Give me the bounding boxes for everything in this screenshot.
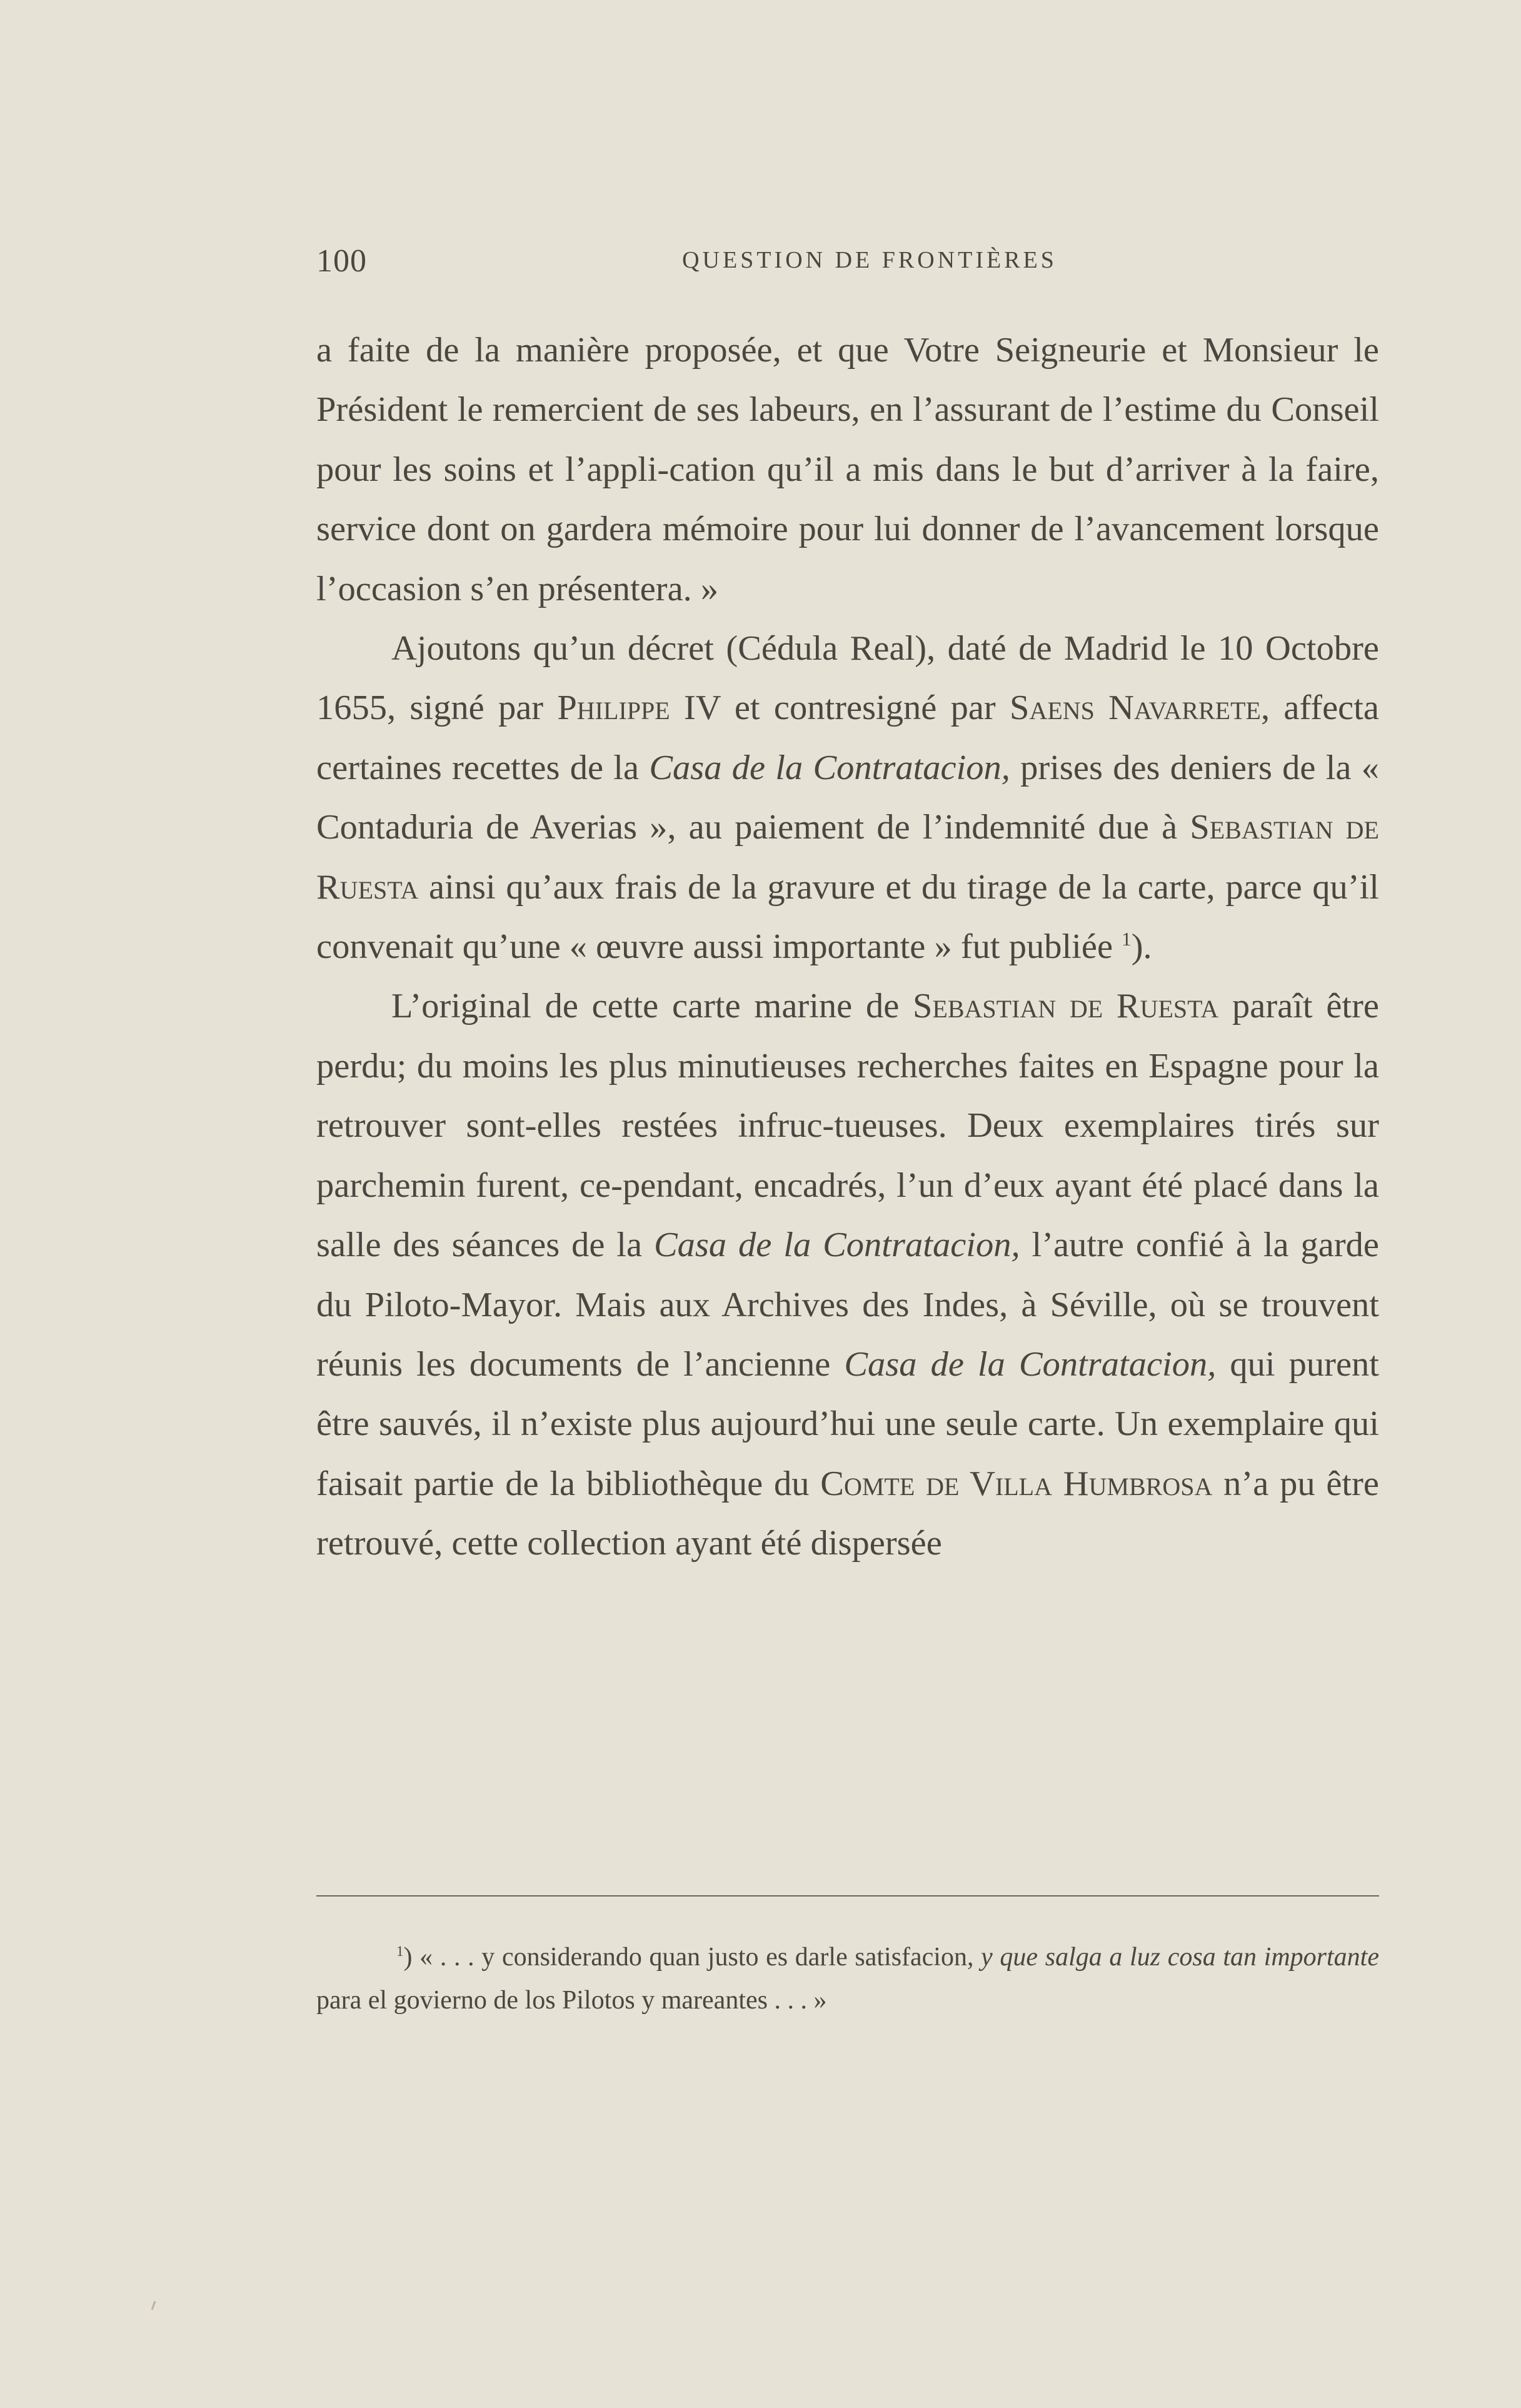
person-name: Saens Navarrete bbox=[1010, 688, 1261, 728]
text-span: L’original de cette carte marine de bbox=[391, 987, 913, 1026]
body-text bbox=[316, 321, 1379, 1574]
paragraph-3 bbox=[316, 977, 1379, 1573]
text-span: n’a pu être retrouvé, cette collection ayant été dispersée bbox=[316, 1464, 1380, 1563]
paragraph-2 bbox=[316, 619, 1379, 977]
person-name: Sebastian de Ruesta bbox=[316, 808, 1379, 907]
text-span: qui purent être sauvés, il n’existe plus aujourd’hui une seule carte. Un exemplaire qui faisait partie de la bibliothèque du bbox=[316, 1344, 1379, 1503]
italic-term: Casa de la Contratacion, bbox=[649, 748, 1010, 787]
italic-quote: y que salga a luz cosa tan importante bbox=[981, 1943, 1379, 1972]
footnote-divider bbox=[316, 1895, 1379, 1897]
text-span: l’autre confié à la garde du Piloto-Mayor. Mais aux Archives des Indes, à Séville, où se trouvent réunis les documents de l’ancienne bbox=[316, 1226, 1379, 1384]
paragraph-1: a faite de la manière proposée, et que Votre Seigneurie et Monsieur le Président le remercient de ses labeurs, en l’assurant de l’estime du Conseil pour les soins et l’appli-cation qu’il a mis dans le but d’arriver à la faire, service dont on gardera mémoire pour lui donner de l’avancement lorsque l’occasion s’en présentera. » bbox=[316, 331, 1379, 608]
italic-term: Casa de la Contratacion, bbox=[653, 1226, 1020, 1265]
person-name: Sebastian de Ruesta bbox=[913, 987, 1219, 1026]
text-span: para el govierno de los Pilotos y mareantes . . . » bbox=[316, 1986, 827, 2015]
footnote-reference: 1 bbox=[1122, 928, 1132, 950]
paper-speck bbox=[151, 2301, 156, 2310]
footnote-marker: 1 bbox=[396, 1943, 404, 1959]
text-span: IV et contresigné par bbox=[670, 688, 1010, 728]
text-span: ) « . . . y considerando quan justo es darle satisfacion, bbox=[403, 1943, 981, 1972]
text-span: ). bbox=[1131, 927, 1152, 967]
person-name: Comte de Villa Humbrosa bbox=[820, 1464, 1213, 1503]
running-title: QUESTION DE FRONTIÈRES bbox=[682, 247, 1057, 273]
italic-term: Casa de la Contratacion, bbox=[844, 1344, 1217, 1384]
page-header bbox=[316, 243, 1379, 286]
text-span: ainsi qu’aux frais de la gravure et du tirage de la carte, parce qu’il convenait qu’une « œuvre aussi importante » fut publiée bbox=[316, 867, 1379, 967]
text-span: Ajoutons qu’un décret (Cédula Real), daté de Madrid le 10 Octobre 1655, signé par bbox=[316, 629, 1379, 728]
text-span: , affecta certaines recettes de la bbox=[316, 688, 1380, 787]
footnote bbox=[316, 1936, 1379, 2022]
text-span: prises des deniers de la « Contaduria de Averias », au paiement de l’indemnité due à bbox=[316, 748, 1379, 847]
page-number: 100 bbox=[316, 243, 367, 279]
text-span: paraît être perdu; du moins les plus minutieuses recherches faites en Espagne pour la retrouver sont-elles restées infruc-tueuses. Deux exemplaires tirés sur parchemin furent, ce-pendant, encadrés, l’un d’eux ayant été placé dans la salle des séances de la bbox=[316, 987, 1379, 1265]
person-name: Philippe bbox=[557, 688, 670, 728]
